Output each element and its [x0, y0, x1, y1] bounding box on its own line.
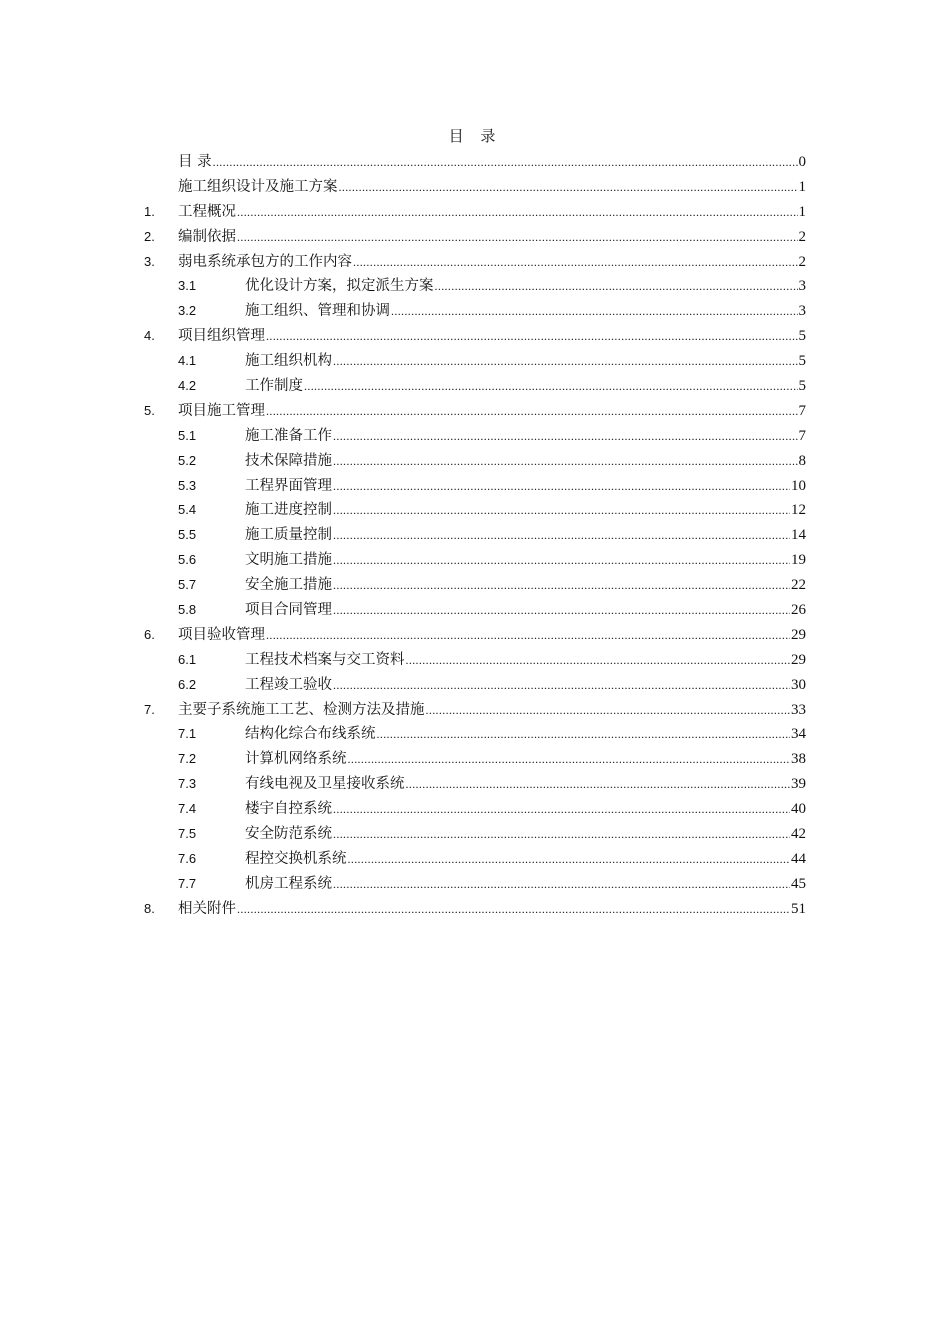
toc-entry[interactable] — [0, 747, 950, 772]
toc-entry-title: 文明施工措施 — [245, 552, 332, 569]
toc-entry-line — [245, 872, 806, 897]
toc-entry-page-number: 26 — [791, 602, 806, 619]
toc-entry-title: 施工质量控制 — [245, 527, 332, 544]
toc-entry-title: 项目验收管理 — [178, 626, 265, 643]
toc-entry-line — [245, 673, 806, 698]
table-of-contents — [0, 150, 950, 922]
toc-entry-line — [245, 548, 806, 573]
toc-entry-line — [245, 274, 806, 299]
dot-leader — [237, 225, 798, 250]
toc-entry-title: 主要子系统施工工艺、检测方法及措施 — [178, 701, 425, 718]
dot-leader — [333, 548, 790, 573]
toc-entry-page-number: 7 — [798, 427, 806, 444]
toc-entry-title: 施工组织、管理和协调 — [245, 303, 390, 320]
toc-entry-title: 结构化综合布线系统 — [245, 726, 376, 743]
toc-entry-line — [245, 573, 806, 598]
toc-entry-number: 5.6 — [178, 552, 197, 568]
dot-leader — [333, 573, 790, 598]
toc-entry[interactable] — [0, 698, 950, 723]
dot-leader — [333, 598, 790, 623]
toc-entry[interactable] — [0, 523, 950, 548]
dot-leader — [333, 449, 798, 474]
toc-entry-line — [178, 897, 806, 922]
toc-entry-number: 5.4 — [178, 502, 197, 518]
toc-entry-line — [245, 498, 806, 523]
toc-entry-line — [245, 747, 806, 772]
toc-entry-number: 3. — [144, 253, 155, 269]
toc-entry-line — [178, 324, 806, 349]
toc-entry-line — [178, 698, 806, 723]
toc-entry-line — [245, 299, 806, 324]
dot-leader — [237, 200, 798, 225]
dot-leader — [266, 324, 798, 349]
dot-leader — [213, 150, 798, 175]
toc-entry-page-number: 1 — [798, 178, 806, 195]
toc-entry-line — [245, 772, 806, 797]
dot-leader — [333, 872, 790, 897]
toc-entry-page-number: 51 — [791, 900, 806, 917]
dot-leader — [266, 399, 798, 424]
toc-entry-number: 8. — [144, 900, 155, 916]
toc-entry-page-number: 0 — [798, 154, 806, 170]
toc-entry-page-number: 29 — [791, 626, 806, 643]
dot-leader — [333, 424, 798, 449]
toc-entry-title: 施工准备工作 — [245, 427, 332, 444]
dot-leader — [333, 349, 798, 374]
toc-entry[interactable] — [0, 150, 950, 175]
toc-entry-title: 楼宇自控系统 — [245, 801, 332, 818]
toc-entry[interactable] — [0, 498, 950, 523]
toc-entry[interactable] — [0, 772, 950, 797]
toc-entry-number: 4. — [144, 328, 155, 344]
toc-entry-number: 5. — [144, 402, 155, 418]
toc-entry-line — [245, 474, 806, 499]
toc-entry-number: 2. — [144, 228, 155, 244]
toc-entry-page-number: 5 — [798, 353, 806, 370]
toc-entry-line — [245, 374, 806, 399]
toc-entry-number: 7.7 — [178, 875, 197, 891]
dot-leader — [348, 747, 791, 772]
toc-entry[interactable] — [0, 722, 950, 747]
toc-entry-number: 7.5 — [178, 826, 197, 842]
toc-entry[interactable] — [0, 225, 950, 250]
toc-entry-number: 7.3 — [178, 776, 197, 792]
toc-entry-page-number: 8 — [798, 452, 806, 469]
toc-entry-page-number: 12 — [791, 502, 806, 519]
toc-entry-number: 5.2 — [178, 452, 197, 468]
toc-entry[interactable] — [0, 274, 950, 299]
toc-entry-page-number: 42 — [791, 826, 806, 843]
toc-entry[interactable] — [0, 623, 950, 648]
toc-entry-page-number: 40 — [791, 801, 806, 818]
toc-entry-number: 7. — [144, 701, 155, 717]
toc-entry[interactable] — [0, 474, 950, 499]
toc-entry[interactable] — [0, 897, 950, 922]
dot-leader — [391, 299, 798, 324]
toc-entry-number: 5.8 — [178, 602, 197, 618]
toc-entry[interactable] — [0, 349, 950, 374]
toc-entry[interactable] — [0, 324, 950, 349]
toc-entry[interactable] — [0, 449, 950, 474]
toc-entry-page-number: 2 — [798, 253, 806, 270]
toc-entry-title: 工程竣工验收 — [245, 676, 332, 693]
toc-entry-line — [245, 449, 806, 474]
toc-entry-page-number: 34 — [791, 726, 806, 743]
toc-entry-line — [178, 150, 806, 175]
toc-entry-page-number: 19 — [791, 552, 806, 569]
dot-leader — [348, 847, 791, 872]
toc-entry-line — [245, 648, 806, 673]
toc-entry-title: 计算机网络系统 — [245, 751, 347, 768]
toc-entry[interactable] — [0, 548, 950, 573]
toc-entry-line — [178, 200, 806, 225]
dot-leader — [333, 797, 790, 822]
toc-entry-number: 7.2 — [178, 751, 197, 767]
dot-leader — [333, 498, 790, 523]
dot-leader — [426, 698, 791, 723]
toc-entry[interactable] — [0, 175, 950, 200]
toc-entry-line — [178, 399, 806, 424]
toc-entry-number: 5.7 — [178, 577, 197, 593]
toc-entry-title: 技术保障措施 — [245, 452, 332, 469]
toc-entry[interactable] — [0, 598, 950, 623]
toc-entry-number: 7.1 — [178, 726, 197, 742]
toc-entry-title: 项目施工管理 — [178, 402, 265, 419]
dot-leader — [406, 772, 791, 797]
toc-entry-number: 6.1 — [178, 651, 197, 667]
dot-leader — [266, 623, 790, 648]
toc-entry-number: 6. — [144, 626, 155, 642]
toc-entry-page-number: 39 — [791, 776, 806, 793]
toc-entry-title: 目 录 — [178, 154, 212, 170]
toc-entry-title: 编制依据 — [178, 228, 236, 245]
toc-entry-number: 6.2 — [178, 676, 197, 692]
toc-entry-line — [245, 424, 806, 449]
toc-entry[interactable] — [0, 673, 950, 698]
toc-entry-title: 机房工程系统 — [245, 875, 332, 892]
toc-entry-title: 优化设计方案，拟定派生方案 — [245, 278, 434, 295]
toc-entry-line — [245, 349, 806, 374]
toc-entry-line — [178, 250, 806, 275]
dot-leader — [333, 523, 790, 548]
toc-entry[interactable] — [0, 250, 950, 275]
toc-entry-title: 弱电系统承包方的工作内容 — [178, 253, 352, 270]
toc-entry-page-number: 1 — [798, 203, 806, 220]
toc-entry[interactable] — [0, 573, 950, 598]
toc-entry-page-number: 7 — [798, 402, 806, 419]
toc-entry-page-number: 14 — [791, 527, 806, 544]
toc-entry[interactable] — [0, 797, 950, 822]
toc-entry-number: 3.1 — [178, 278, 197, 294]
toc-entry-page-number: 10 — [791, 477, 806, 494]
toc-entry[interactable] — [0, 424, 950, 449]
toc-entry-line — [245, 523, 806, 548]
toc-entry-number: 3.2 — [178, 303, 197, 319]
toc-entry-title: 施工进度控制 — [245, 502, 332, 519]
toc-entry-line — [245, 722, 806, 747]
toc-entry-title: 施工组织设计及施工方案 — [178, 178, 338, 195]
dot-leader — [353, 250, 798, 275]
toc-entry-line — [245, 847, 806, 872]
toc-entry-title: 项目合同管理 — [245, 602, 332, 619]
dot-leader — [377, 722, 791, 747]
toc-entry-number: 7.6 — [178, 850, 197, 866]
toc-entry-page-number: 3 — [798, 278, 806, 295]
toc-entry-line — [245, 797, 806, 822]
toc-entry-title: 项目组织管理 — [178, 328, 265, 345]
toc-entry-line — [245, 822, 806, 847]
toc-entry[interactable] — [0, 299, 950, 324]
dot-leader — [333, 822, 790, 847]
toc-entry-page-number: 22 — [791, 577, 806, 594]
dot-leader — [339, 175, 798, 200]
toc-entry-line — [245, 598, 806, 623]
toc-entry-page-number: 44 — [791, 850, 806, 867]
toc-entry[interactable] — [0, 399, 950, 424]
toc-entry-number: 1. — [144, 203, 155, 219]
toc-entry-number: 4.1 — [178, 353, 197, 369]
toc-entry-page-number: 33 — [791, 701, 806, 718]
toc-entry-line — [178, 225, 806, 250]
dot-leader — [237, 897, 790, 922]
toc-entry-page-number: 29 — [791, 651, 806, 668]
toc-entry-page-number: 5 — [798, 328, 806, 345]
dot-leader — [333, 474, 790, 499]
toc-entry-title: 工程技术档案与交工资料 — [245, 651, 405, 668]
toc-entry-title: 相关附件 — [178, 900, 236, 917]
toc-entry-number: 5.1 — [178, 427, 197, 443]
toc-entry-number: 4.2 — [178, 378, 197, 394]
toc-entry-title: 有线电视及卫星接收系统 — [245, 776, 405, 793]
toc-entry-page-number: 38 — [791, 751, 806, 768]
toc-entry-title: 施工组织机构 — [245, 353, 332, 370]
toc-entry[interactable] — [0, 847, 950, 872]
toc-entry-title: 工程界面管理 — [245, 477, 332, 494]
toc-entry-page-number: 45 — [791, 875, 806, 892]
toc-entry[interactable] — [0, 648, 950, 673]
toc-entry-page-number: 2 — [798, 228, 806, 245]
toc-entry-page-number: 3 — [798, 303, 806, 320]
toc-entry-page-number: 30 — [791, 676, 806, 693]
toc-entry-title: 工程概况 — [178, 203, 236, 220]
toc-entry-title: 安全防范系统 — [245, 826, 332, 843]
toc-entry-title: 安全施工措施 — [245, 577, 332, 594]
toc-entry-number: 5.5 — [178, 527, 197, 543]
toc-entry-title: 程控交换机系统 — [245, 850, 347, 867]
toc-entry-line — [178, 623, 806, 648]
toc-title: 目 录 — [448, 127, 502, 145]
dot-leader — [333, 673, 790, 698]
toc-entry[interactable] — [0, 822, 950, 847]
toc-entry[interactable] — [0, 374, 950, 399]
toc-entry[interactable] — [0, 872, 950, 897]
toc-entry-number: 5.3 — [178, 477, 197, 493]
dot-leader — [304, 374, 798, 399]
dot-leader — [435, 274, 798, 299]
toc-entry-title: 工作制度 — [245, 378, 303, 395]
toc-entry-number: 7.4 — [178, 801, 197, 817]
toc-entry-line — [178, 175, 806, 200]
dot-leader — [406, 648, 791, 673]
toc-entry-page-number: 5 — [798, 378, 806, 395]
toc-entry[interactable] — [0, 200, 950, 225]
